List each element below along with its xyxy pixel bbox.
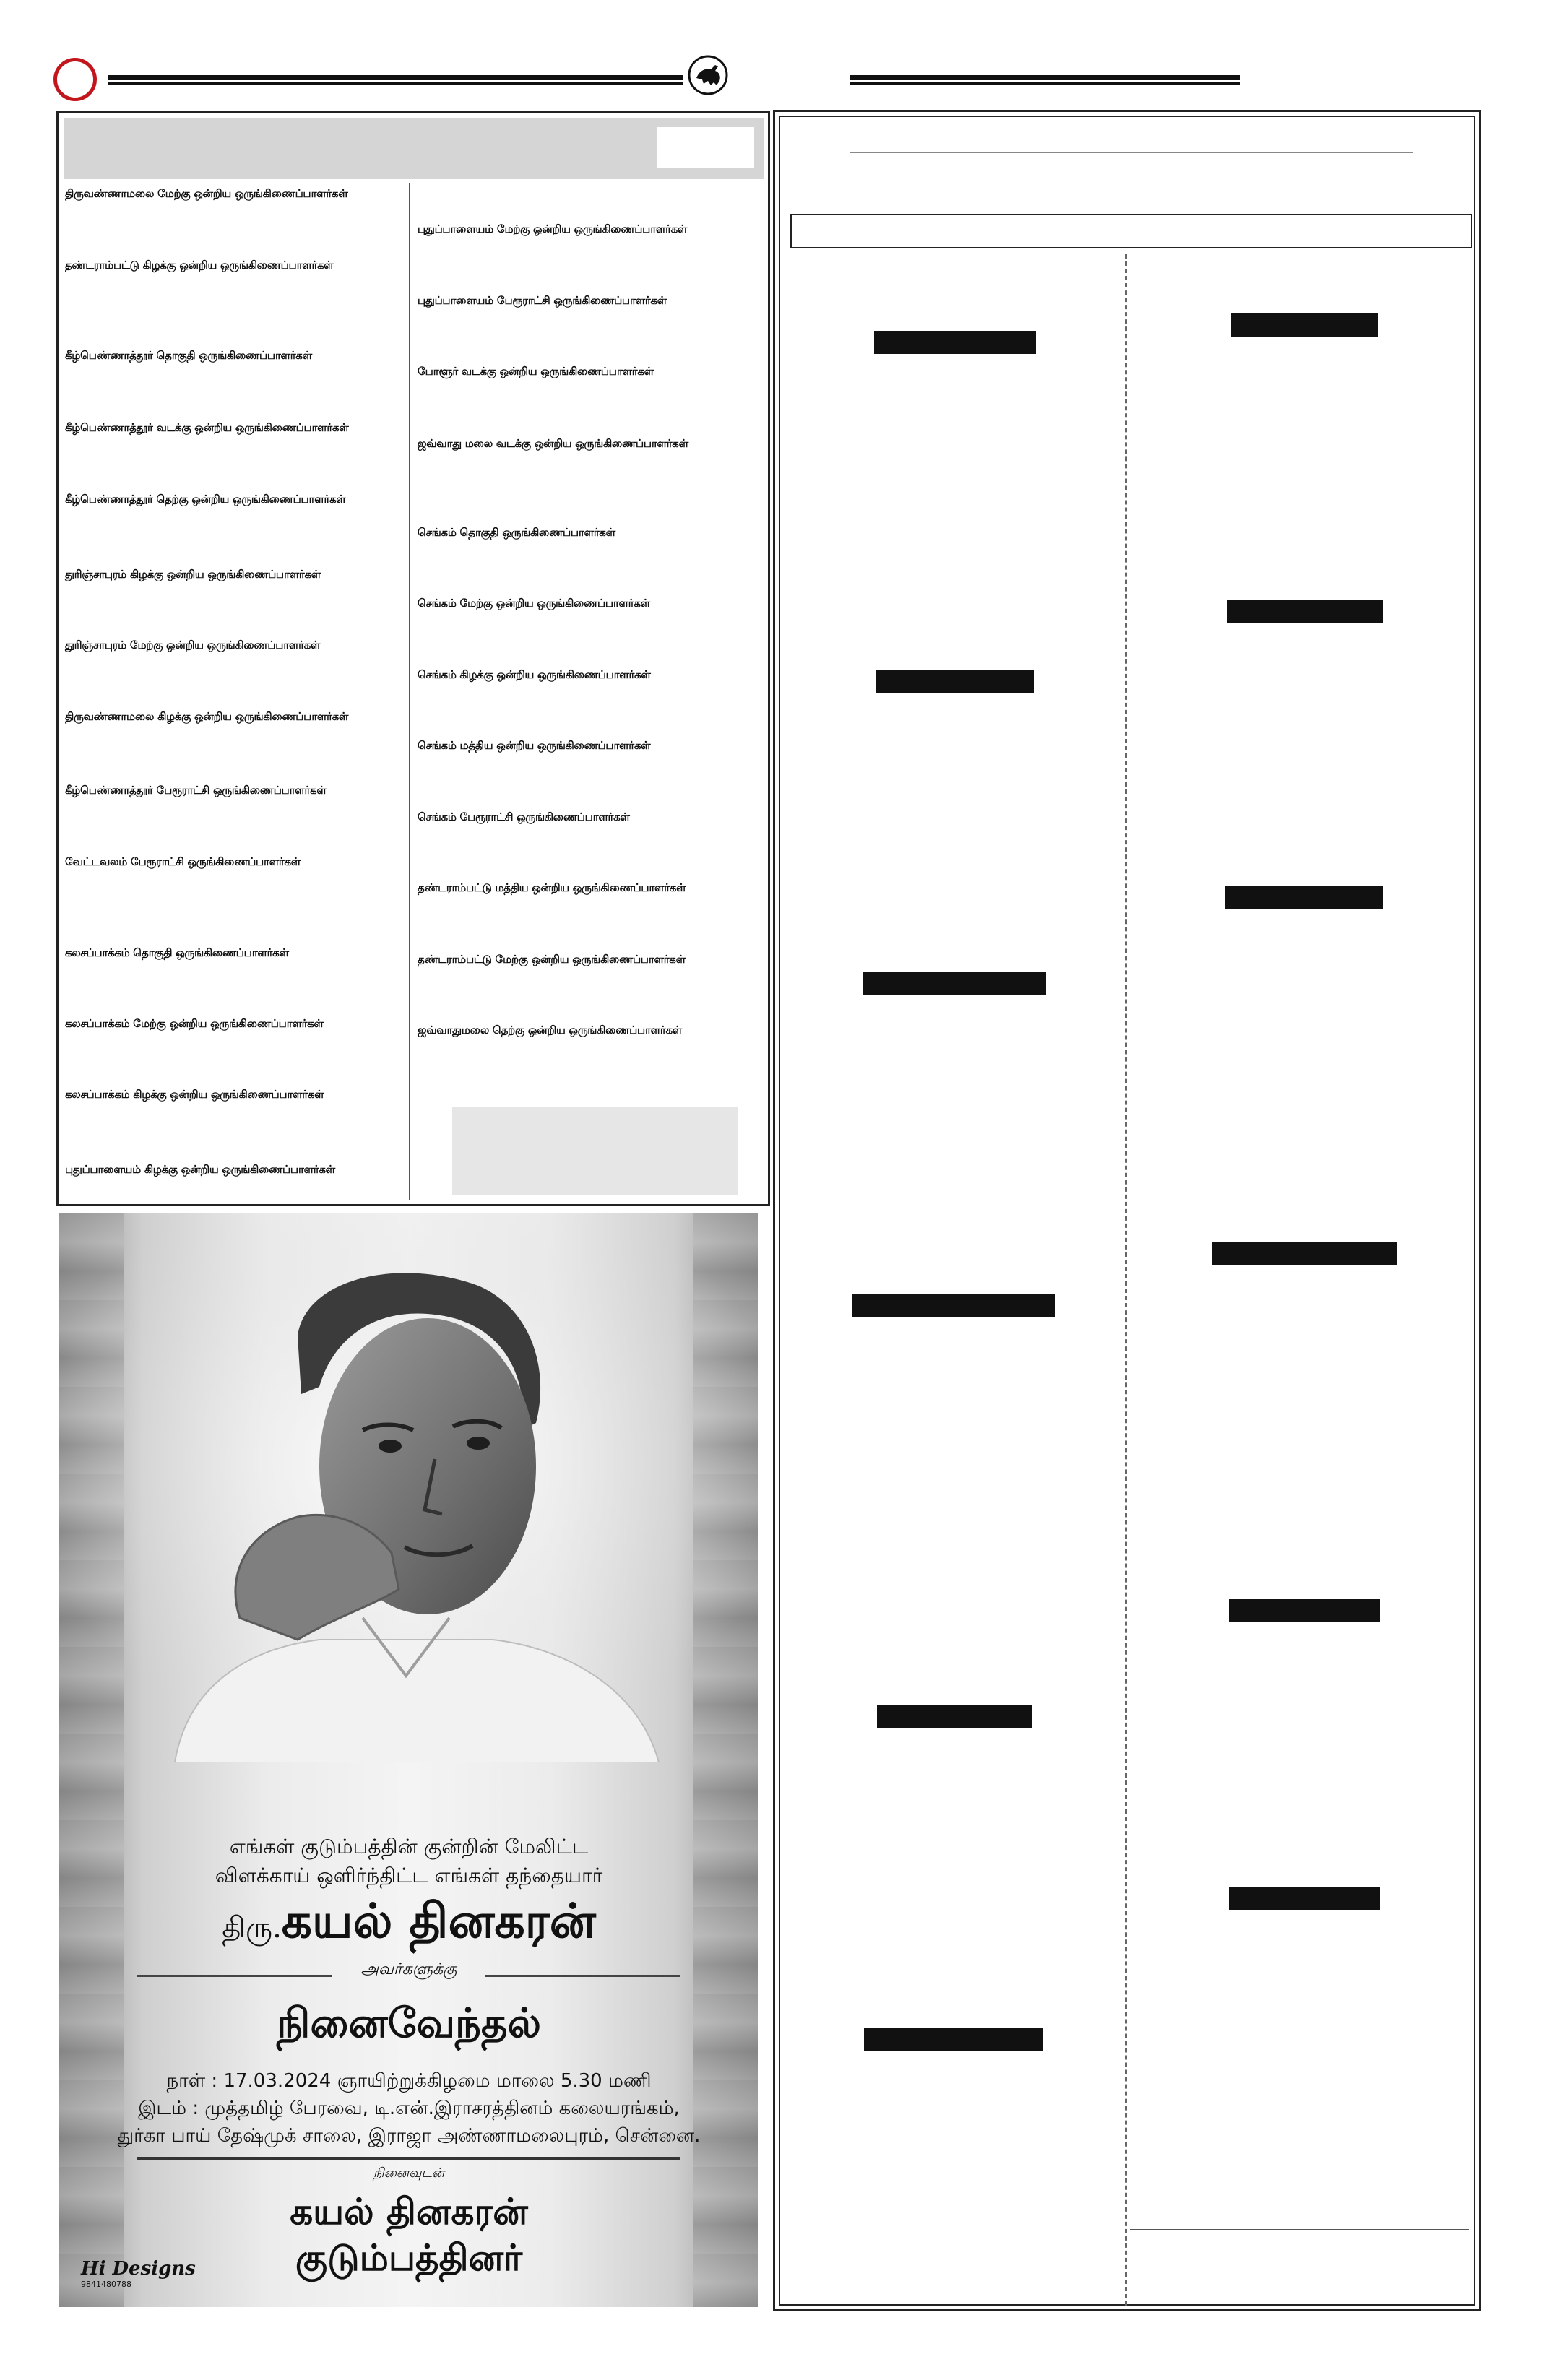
list-item: கீழ்பெண்ணாத்தூர் தொகுதி ஒருங்கிணைப்பாளர்கள் bbox=[65, 349, 312, 362]
redaction-bar bbox=[877, 1705, 1032, 1728]
header-rule-right-thin bbox=[850, 82, 1240, 85]
list-item: செங்கம் மேற்கு ஒன்றிய ஒருங்கிணைப்பாளர்கள் bbox=[418, 597, 650, 610]
redaction-bar bbox=[852, 1294, 1055, 1317]
poster-rule bbox=[137, 2157, 680, 2160]
list-item: கீழ்பெண்ணாத்தூர் தெற்கு ஒன்றிய ஒருங்கிணைப்பாளர்கள் bbox=[65, 493, 346, 506]
memorial-poster bbox=[59, 1213, 758, 2307]
list-item: தண்டராம்பட்டு மத்திய ஒன்றிய ஒருங்கிணைப்பாளர்கள் bbox=[418, 881, 686, 894]
separator-right bbox=[485, 1975, 680, 1977]
redaction-bar bbox=[863, 972, 1046, 995]
red-circle-icon bbox=[53, 58, 97, 101]
list-item: கீழ்பெண்ணாத்தூர் வடக்கு ஒன்றிய ஒருங்கிணைப்பாளர்கள் bbox=[65, 421, 349, 434]
list-item: ஜவ்வாது மலை வடக்கு ஒன்றிய ஒருங்கிணைப்பாளர்கள் bbox=[418, 437, 688, 450]
redaction-bar bbox=[1212, 1242, 1397, 1265]
right-column-inner-frame bbox=[779, 116, 1475, 2306]
redaction-bar bbox=[1227, 600, 1383, 623]
designer-phone: 9841480788 bbox=[81, 2280, 131, 2289]
designer-credit: Hi Designs bbox=[81, 2258, 196, 2280]
honor-text: அவர்களுக்கு bbox=[360, 1960, 457, 1978]
list-placeholder-block bbox=[452, 1107, 738, 1195]
event-address: துர்கா பாய் தேஷ்முக் சாலை, இராஜா அண்ணாமலைபுரம், சென்னை. bbox=[117, 2125, 701, 2147]
list-item: செங்கம் தொகுதி ஒருங்கிணைப்பாளர்கள் bbox=[418, 526, 615, 539]
header-rule-left bbox=[108, 75, 683, 80]
list-item: புதுப்பாளையம் பேரூராட்சி ஒருங்கிணைப்பாளர்கள் bbox=[418, 294, 667, 307]
tribute-line-2: விளக்காய் ஒளிர்ந்திட்ட எங்கள் தந்தையார் bbox=[215, 1864, 603, 1887]
right-column-divider bbox=[1125, 254, 1127, 2306]
redaction-bar bbox=[1231, 313, 1378, 337]
right-column-header-strip bbox=[790, 214, 1472, 248]
list-item: செங்கம் கிழக்கு ஒன்றிய ஒருங்கிணைப்பாளர்கள் bbox=[418, 668, 651, 681]
bull-emblem-icon bbox=[686, 53, 730, 97]
redaction-bar bbox=[864, 2028, 1043, 2051]
list-item: கலசப்பாக்கம் மேற்கு ஒன்றிய ஒருங்கிணைப்பாளர்கள் bbox=[65, 1017, 324, 1030]
list-item: துரிஞ்சாபுரம் கிழக்கு ஒன்றிய ஒருங்கிணைப்பாளர்கள் bbox=[65, 568, 321, 581]
header-rule-right bbox=[850, 75, 1240, 80]
right-column-top-rule bbox=[850, 152, 1413, 153]
portrait-image bbox=[59, 1213, 758, 1762]
list-item: போளூர் வடக்கு ஒன்றிய ஒருங்கிணைப்பாளர்கள் bbox=[418, 365, 654, 378]
list-item: புதுப்பாளையம் மேற்கு ஒன்றிய ஒருங்கிணைப்பாளர்கள் bbox=[418, 222, 688, 235]
list-column-divider bbox=[409, 183, 410, 1200]
list-item: திருவண்ணாமலை கிழக்கு ஒன்றிய ஒருங்கிணைப்பாளர்கள் bbox=[65, 710, 349, 723]
list-item: ஜவ்வாதுமலை தெற்கு ஒன்றிய ஒருங்கிணைப்பாளர்கள் bbox=[418, 1024, 682, 1037]
coordinators-list-box bbox=[56, 111, 770, 1206]
list-item: கலசப்பாக்கம் தொகுதி ஒருங்கிணைப்பாளர்கள் bbox=[65, 946, 289, 959]
redaction-bar bbox=[1229, 1599, 1380, 1622]
honorific-prefix: திரு. bbox=[222, 1911, 282, 1944]
event-date: நாள் : 17.03.2024 ஞாயிற்றுக்கிழமை மாலை 5.30 மணி bbox=[166, 2070, 652, 2092]
list-item: வேட்டவலம் பேரூராட்சி ஒருங்கிணைப்பாளர்கள் bbox=[65, 855, 301, 868]
right-column-bottom-rule bbox=[1130, 2229, 1469, 2230]
list-item: புதுப்பாளையம் கிழக்கு ஒன்றிய ஒருங்கிணைப்பாளர்கள் bbox=[65, 1163, 335, 1176]
redaction-bar bbox=[876, 670, 1034, 693]
event-venue: இடம் : முத்தமிழ் பேரவை, டி.என்.இராசரத்தினம் கலையரங்கம், bbox=[138, 2098, 680, 2119]
honoree-name bbox=[59, 1892, 758, 1955]
header-rule-left-thin bbox=[108, 82, 683, 85]
redaction-bar bbox=[874, 331, 1036, 354]
redaction-bar bbox=[1225, 886, 1383, 909]
list-item: துரிஞ்சாபுரம் மேற்கு ஒன்றிய ஒருங்கிணைப்பாளர்கள் bbox=[65, 639, 321, 652]
family-name-line-1: கயல் தினகரன் bbox=[290, 2190, 528, 2233]
list-header-box bbox=[657, 127, 754, 168]
list-item: தண்டராம்பட்டு கிழக்கு ஒன்றிய ஒருங்கிணைப்பாளர்கள் bbox=[65, 259, 334, 272]
list-item: செங்கம் பேரூராட்சி ஒருங்கிணைப்பாளர்கள் bbox=[418, 810, 630, 823]
list-item: தண்டராம்பட்டு மேற்கு ஒன்றிய ஒருங்கிணைப்பாளர்கள் bbox=[418, 953, 686, 966]
list-item: செங்கம் மத்திய ஒன்றிய ஒருங்கிணைப்பாளர்கள் bbox=[418, 739, 651, 752]
family-name-line-2: குடும்பத்தினர் bbox=[295, 2236, 523, 2279]
list-item: திருவண்ணாமலை மேற்கு ஒன்றிய ஒருங்கிணைப்பாளர்கள் bbox=[65, 187, 348, 200]
event-title: நினைவேந்தல் bbox=[277, 1999, 541, 2047]
list-item: கீழ்பெண்ணாத்தூர் பேரூராட்சி ஒருங்கிணைப்பாளர்கள் bbox=[65, 784, 327, 797]
by-text: நினைவுடன் bbox=[373, 2165, 445, 2181]
redaction-bar bbox=[1229, 1887, 1380, 1910]
tribute-line-1: எங்கள் குடும்பத்தின் குன்றின் மேலிட்ட bbox=[229, 1835, 589, 1858]
honoree-name-text: கயல் தினகரன் bbox=[281, 1892, 596, 1949]
list-item: கலசப்பாக்கம் கிழக்கு ஒன்றிய ஒருங்கிணைப்பாளர்கள் bbox=[65, 1088, 324, 1101]
